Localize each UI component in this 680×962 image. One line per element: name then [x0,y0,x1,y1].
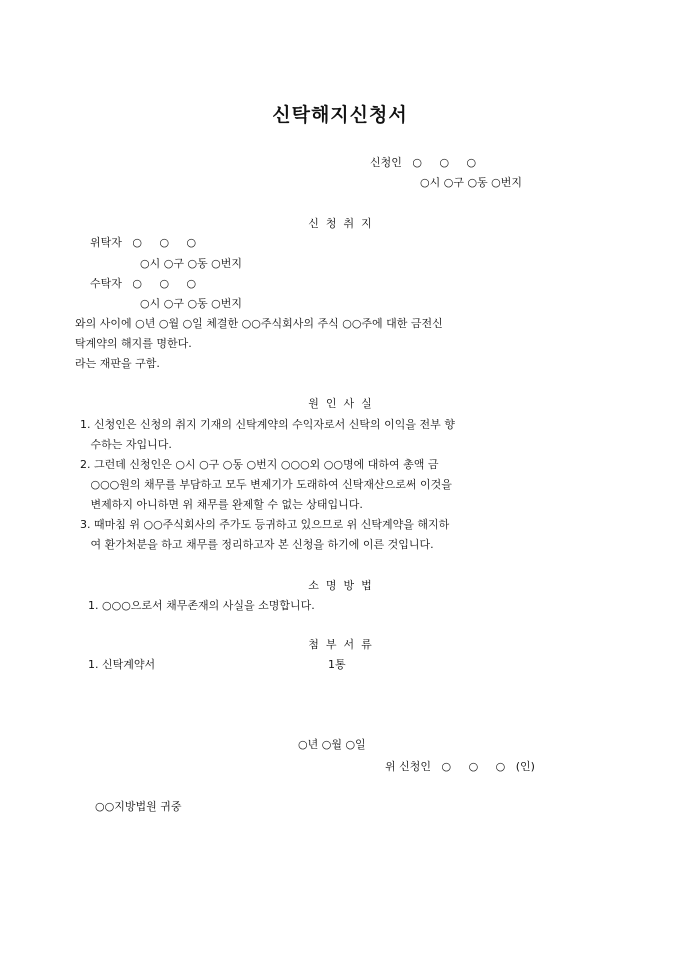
purpose-body-line: 라는 재판을 구함. [75,357,160,370]
trustor-address: ○시 ○구 ○동 ○번지 [140,257,243,270]
signature-line: 위 신청인 ○ ○ ○ (인) [385,760,535,773]
cause-line: 3. 때마침 위 ○○주식회사의 주가도 등귀하고 있으므로 위 신탁계약을 해지하 [80,518,450,531]
document-title: 신탁해지신청서 [272,104,408,126]
applicant-line: 신청인 ○ ○ ○ [370,156,477,169]
applicant-address: ○시 ○구 ○동 ○번지 [420,176,523,189]
court-addressee: ○○지방법원 귀중 [95,800,182,813]
purpose-heading: 신 청 취 지 [308,217,372,230]
application-date: ○년 ○월 ○일 [298,738,366,751]
proof-item: 1. ○○○으로서 채무존재의 사실을 소명합니다. [88,599,315,612]
trustor-line: 위탁자 ○ ○ ○ [90,236,197,249]
cause-line: 여 환가처분을 하고 채무를 정리하고자 본 신청을 하기에 이른 것입니다. [80,538,434,551]
attachment-item-count: 1통 [328,658,346,671]
cause-line: 2. 그런데 신청인은 ○시 ○구 ○동 ○번지 ○○○외 ○○명에 대하여 총액 금 [80,458,439,471]
attachment-item-label: 1. 신탁계약서 [88,658,156,671]
purpose-body-line: 탁계약의 해지를 명한다. [75,337,192,350]
cause-line: 수하는 자입니다. [80,438,172,451]
cause-line: ○○○원의 채무를 부담하고 모두 변제기가 도래하여 신탁재산으로써 이것을 [80,478,452,491]
cause-line: 변제하지 아니하면 위 채무를 완제할 수 없는 상태입니다. [80,498,363,511]
cause-line: 1. 신청인은 신청의 취지 기재의 신탁계약의 수익자로서 신탁의 이익을 전부 향 [80,418,455,431]
purpose-body-line: 와의 사이에 ○년 ○월 ○일 체결한 ○○주식회사의 주식 ○○주에 대한 금전신 [75,317,443,330]
trustee-address: ○시 ○구 ○동 ○번지 [140,297,243,310]
attachments-heading: 첨 부 서 류 [308,638,372,651]
proof-heading: 소 명 방 법 [308,579,372,592]
trustee-line: 수탁자 ○ ○ ○ [90,277,197,290]
cause-heading: 원 인 사 실 [308,397,372,410]
